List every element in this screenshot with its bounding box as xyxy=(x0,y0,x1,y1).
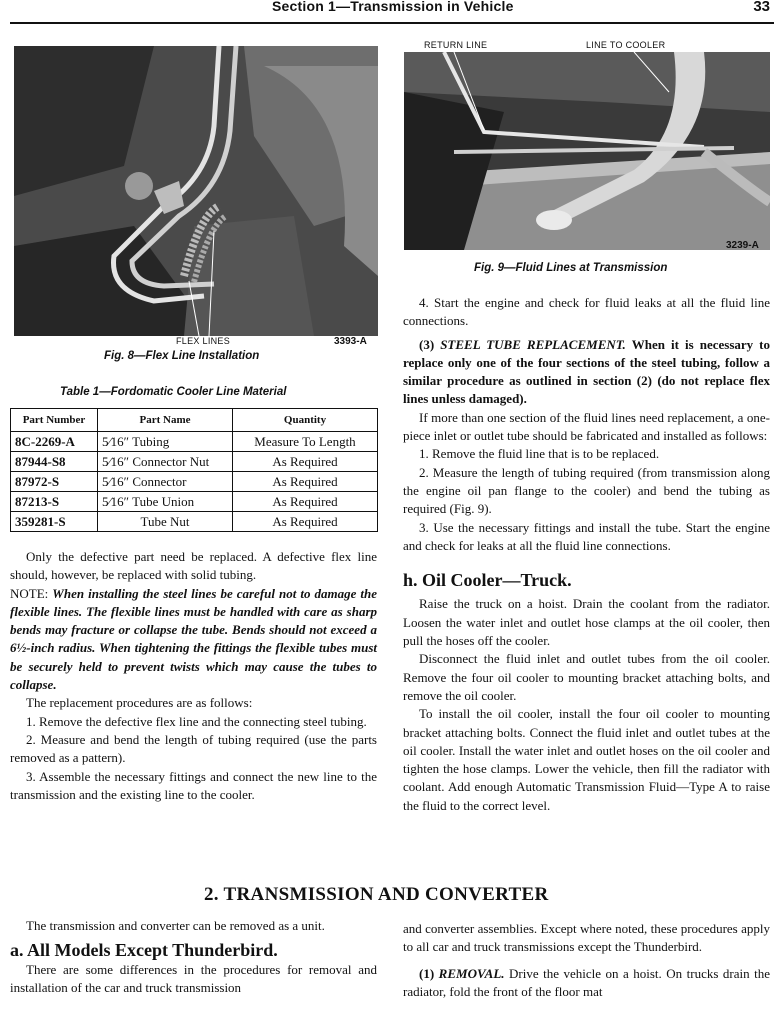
cell-quantity: As Required xyxy=(233,472,378,492)
left-column-text xyxy=(10,548,377,804)
steel-tube-title: STEEL TUBE REPLACEMENT. xyxy=(440,336,626,352)
table-row xyxy=(11,512,378,532)
table-row xyxy=(11,472,378,492)
note-body: When installing the steel lines be careful not to damage the flexible lines. The flexible lines must be handled with care as sharp bends may fracture or collapse the tube. Bends should not exceed a 6½-inch radius. When tightening the fittings the flexible tubes must be securely held to prevent twists which may cause the tubes to collapse. xyxy=(10,585,377,693)
col-header-part-name: Part Name xyxy=(98,409,233,432)
removal-body: Drive the vehicle on a hoist. On trucks drain the radiator, fold the front of the floor mat xyxy=(403,965,771,999)
fig9-photo xyxy=(404,52,770,250)
page-number: 33 xyxy=(753,0,770,15)
fig9-code: 3239-A xyxy=(726,240,759,251)
fig8-caption: Fig. 8—Flex Line Installation xyxy=(104,350,260,362)
replace-step-2: 2. Measure the length of tubing required (from transmission along the engine oil pan flange to the cooler) and bend the tubing as required (Fig. 9). xyxy=(403,464,770,517)
paragraph-more-sections: If more than one section of the fluid lines need replacement, a one-piece inlet or outlet tube should be fabricated and installed as follows: xyxy=(403,409,770,444)
note-label: NOTE: xyxy=(10,585,49,601)
table-row xyxy=(11,452,378,472)
col-header-quantity: Quantity xyxy=(233,409,378,432)
step-4: 4. Start the engine and check for fluid leaks at all the fluid line connections. xyxy=(403,295,770,329)
section2-intro-paragraph: The transmission and converter can be removed as a unit. xyxy=(26,918,325,933)
cell-quantity: As Required xyxy=(233,452,378,472)
oil-cooler-paragraph-3: To install the oil cooler, install the four oil cooler to mounting bracket attaching bolts. Connect the fluid inlet and outlet tubes at the oil cooler. Install the water inlet and outlet hoses on the oil cooler and tighten the hose clamps. Lower the vehicle, then fill the radiator with coolant. Add enough Automatic Transmission Fluid—Type A to raise the fluid to the correct level. xyxy=(403,706,770,813)
removal-number: (1) xyxy=(419,965,435,981)
oil-cooler-paragraph-1: Raise the truck on a hoist. Drain the coolant from the radiator. Loosen the water inlet and outlet hose clamps at the oil cooler, then pull the hoses off the cooler. xyxy=(403,596,770,649)
removal-paragraph xyxy=(403,965,770,1002)
oil-cooler-paragraph-2: Disconnect the fluid inlet and outlet tubes from the oil cooler. Remove the four oil cooler to mounting bracket attaching bolts, and remove the oil cooler. xyxy=(403,651,770,703)
replace-step-1: 1. Remove the fluid line that is to be replaced. xyxy=(419,446,660,462)
table-row xyxy=(11,492,378,512)
cell-part-number: 87944-S8 xyxy=(11,452,98,472)
steel-tube-body: When it is necessary to replace only one of the four sections of the steel tubing, follow a similar procedure as outlined in section (2) (do not replace flex lines unless damaged). xyxy=(403,336,771,407)
table1 xyxy=(10,408,378,532)
heading-all-models: a. All Models Except Thunderbird. xyxy=(10,940,278,961)
fig9-callout-line-to-cooler: LINE TO COOLER xyxy=(586,40,666,50)
table1-title: Table 1—Fordomatic Cooler Line Material xyxy=(60,386,287,398)
cell-part-name: 5⁄16″ Connector xyxy=(98,472,233,492)
step-2: 2. Measure and bend the length of tubing required (use the parts removed as a pattern). xyxy=(10,731,377,766)
steel-tube-number: (3) xyxy=(419,336,435,352)
heading-oil-cooler-truck: h. Oil Cooler—Truck. xyxy=(403,570,572,591)
note-paragraph xyxy=(10,585,377,695)
table-row xyxy=(11,432,378,452)
running-header-title: Section 1—Transmission in Vehicle xyxy=(272,0,514,14)
cell-part-number: 87972-S xyxy=(11,472,98,492)
header-rule xyxy=(10,22,774,24)
section2-right-text xyxy=(403,920,770,1001)
steel-tube-paragraph xyxy=(403,336,770,409)
cell-quantity: Measure To Length xyxy=(233,432,378,452)
removal-title: REMOVAL. xyxy=(438,965,505,981)
fig9-caption: Fig. 9—Fluid Lines at Transmission xyxy=(474,262,668,274)
fig8-code: 3393-A xyxy=(334,336,367,347)
step-3: 3. Assemble the necessary fittings and connect the new line to the transmission and the existing line to the cooler. xyxy=(10,768,377,802)
paragraph-defective-part: Only the defective part need be replaced. A defective flex line should, however, be replaced with solid tubing. xyxy=(10,549,377,583)
cell-part-name: 5⁄16″ Tubing xyxy=(98,432,233,452)
cell-quantity: As Required xyxy=(233,512,378,532)
cell-part-number: 359281-S xyxy=(11,512,98,532)
fig8-callout-flex-lines: FLEX LINES xyxy=(176,336,231,346)
cell-part-name: Tube Nut xyxy=(98,512,233,532)
table-header-row xyxy=(11,409,378,432)
replace-step-3: 3. Use the necessary fittings and install the tube. Start the engine and check for leaks at all the fluid line connections. xyxy=(403,519,770,553)
cell-part-number: 8C-2269-A xyxy=(11,432,98,452)
step-1: 1. Remove the defective flex line and the connecting steel tubing. xyxy=(26,713,367,729)
all-models-paragraph: There are some differences in the procedures for removal and installation of the car and truck transmission xyxy=(10,961,377,995)
cell-part-name: 5⁄16″ Connector Nut xyxy=(98,452,233,472)
fig8-photo xyxy=(14,46,378,336)
fig9-callout-return-line: RETURN LINE xyxy=(424,40,488,50)
section2-left-text xyxy=(10,917,377,997)
cell-quantity: As Required xyxy=(233,492,378,512)
right-column-text xyxy=(403,294,770,815)
cell-part-number: 87213-S xyxy=(11,492,98,512)
section2-right-paragraph: and converter assemblies. Except where noted, these procedures apply to all car and truck transmissions except the Thunderbird. xyxy=(403,921,770,955)
section-2-heading: 2. TRANSMISSION AND CONVERTER xyxy=(204,884,549,905)
paragraph-procedures-intro: The replacement procedures are as follows: xyxy=(26,695,253,711)
col-header-part-number: Part Number xyxy=(11,409,98,432)
cell-part-name: 5⁄16″ Tube Union xyxy=(98,492,233,512)
